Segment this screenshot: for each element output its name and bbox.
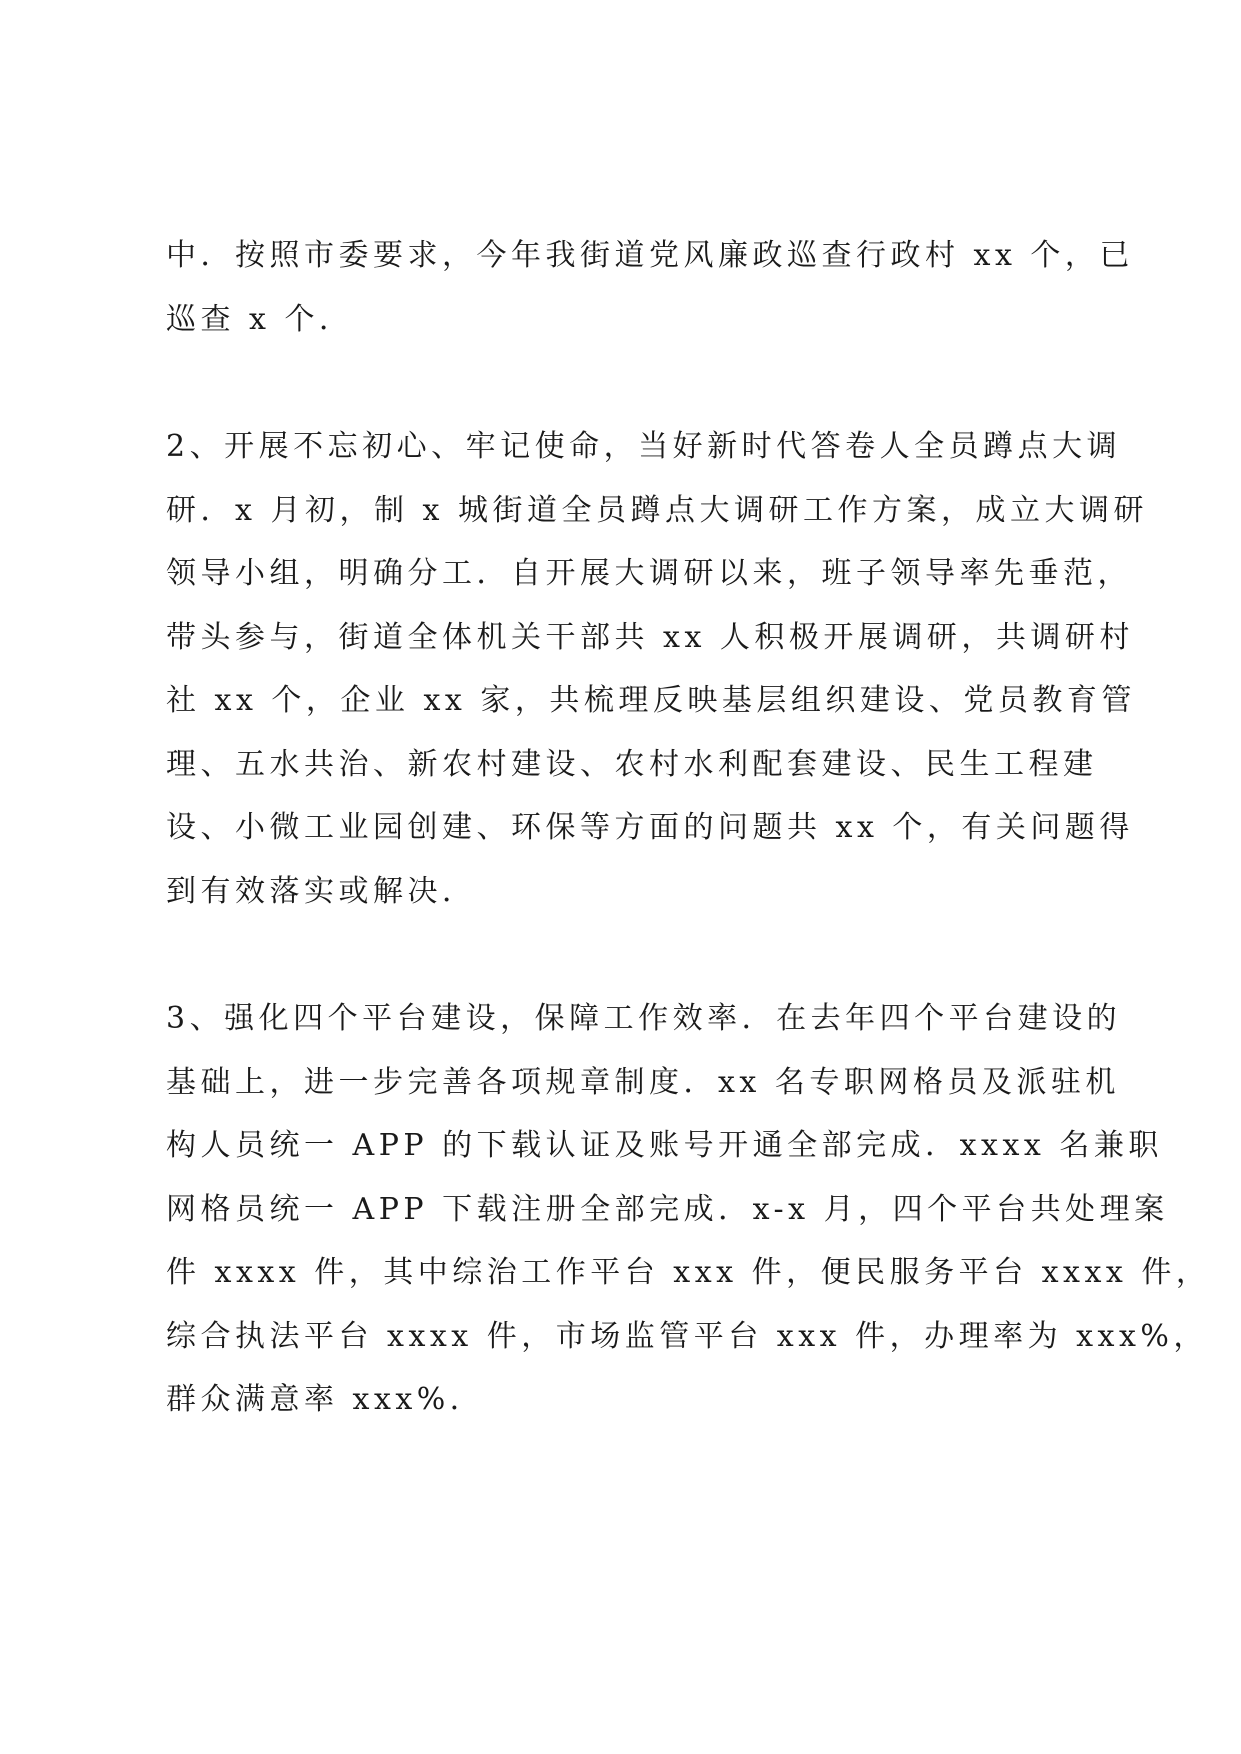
text-line: 中．按照市委要求，今年我街道党风廉政巡查行政村 xx 个，已 bbox=[166, 238, 1134, 273]
text-line: 件 xxxx 件，其中综治工作平台 xxx 件，便民服务平台 xxxx 件， bbox=[166, 1255, 1211, 1290]
paragraph-spacer bbox=[166, 923, 1086, 987]
paragraph-1 bbox=[166, 224, 1134, 351]
text-line: 3、强化四个平台建设，保障工作效率．在去年四个平台建设的 bbox=[166, 1001, 1122, 1036]
text-line: 设、小微工业园创建、环保等方面的问题共 xx 个，有关问题得 bbox=[166, 810, 1134, 845]
text-line: 基础上，进一步完善各项规章制度．xx 名专职网格员及派驻机 bbox=[166, 1064, 1120, 1100]
text-line: 带头参与，街道全体机关干部共 xx 人积极开展调研，共调研村 bbox=[166, 619, 1134, 655]
text-line: 巡查 x 个． bbox=[166, 301, 354, 337]
text-line: 研．x 月初，制 x 城街道全员蹲点大调研工作方案，成立大调研 bbox=[166, 492, 1148, 528]
text-line: 网格员统一 APP 下载注册全部完成．x-x 月，四个平台共处理案 bbox=[166, 1191, 1169, 1227]
text-line: 理、五水共治、新农村建设、农村水利配套建设、民生工程建 bbox=[166, 746, 1098, 782]
text-line: 社 xx 个，企业 xx 家，共梳理反映基层组织建设、党员教育管 bbox=[166, 683, 1136, 718]
paragraph-3 bbox=[166, 987, 1211, 1432]
text-line: 综合执法平台 xxxx 件，市场监管平台 xxx 件，办理率为 xxx%， bbox=[166, 1318, 1208, 1354]
text-line: 群众满意率 xxx%． bbox=[166, 1382, 485, 1417]
paragraph-spacer bbox=[166, 351, 1086, 415]
text-line: 领导小组，明确分工．自开展大调研以来，班子领导率先垂范， bbox=[166, 556, 1132, 591]
text-line: 到有效落实或解决． bbox=[166, 873, 477, 909]
paragraph-2 bbox=[166, 415, 1148, 923]
text-line: 构人员统一 APP 的下载认证及账号开通全部完成．xxxx 名兼职 bbox=[166, 1128, 1163, 1163]
text-line: 2、开展不忘初心、牢记使命，当好新时代答卷人全员蹲点大调 bbox=[166, 429, 1122, 464]
document-body bbox=[166, 224, 1211, 1432]
